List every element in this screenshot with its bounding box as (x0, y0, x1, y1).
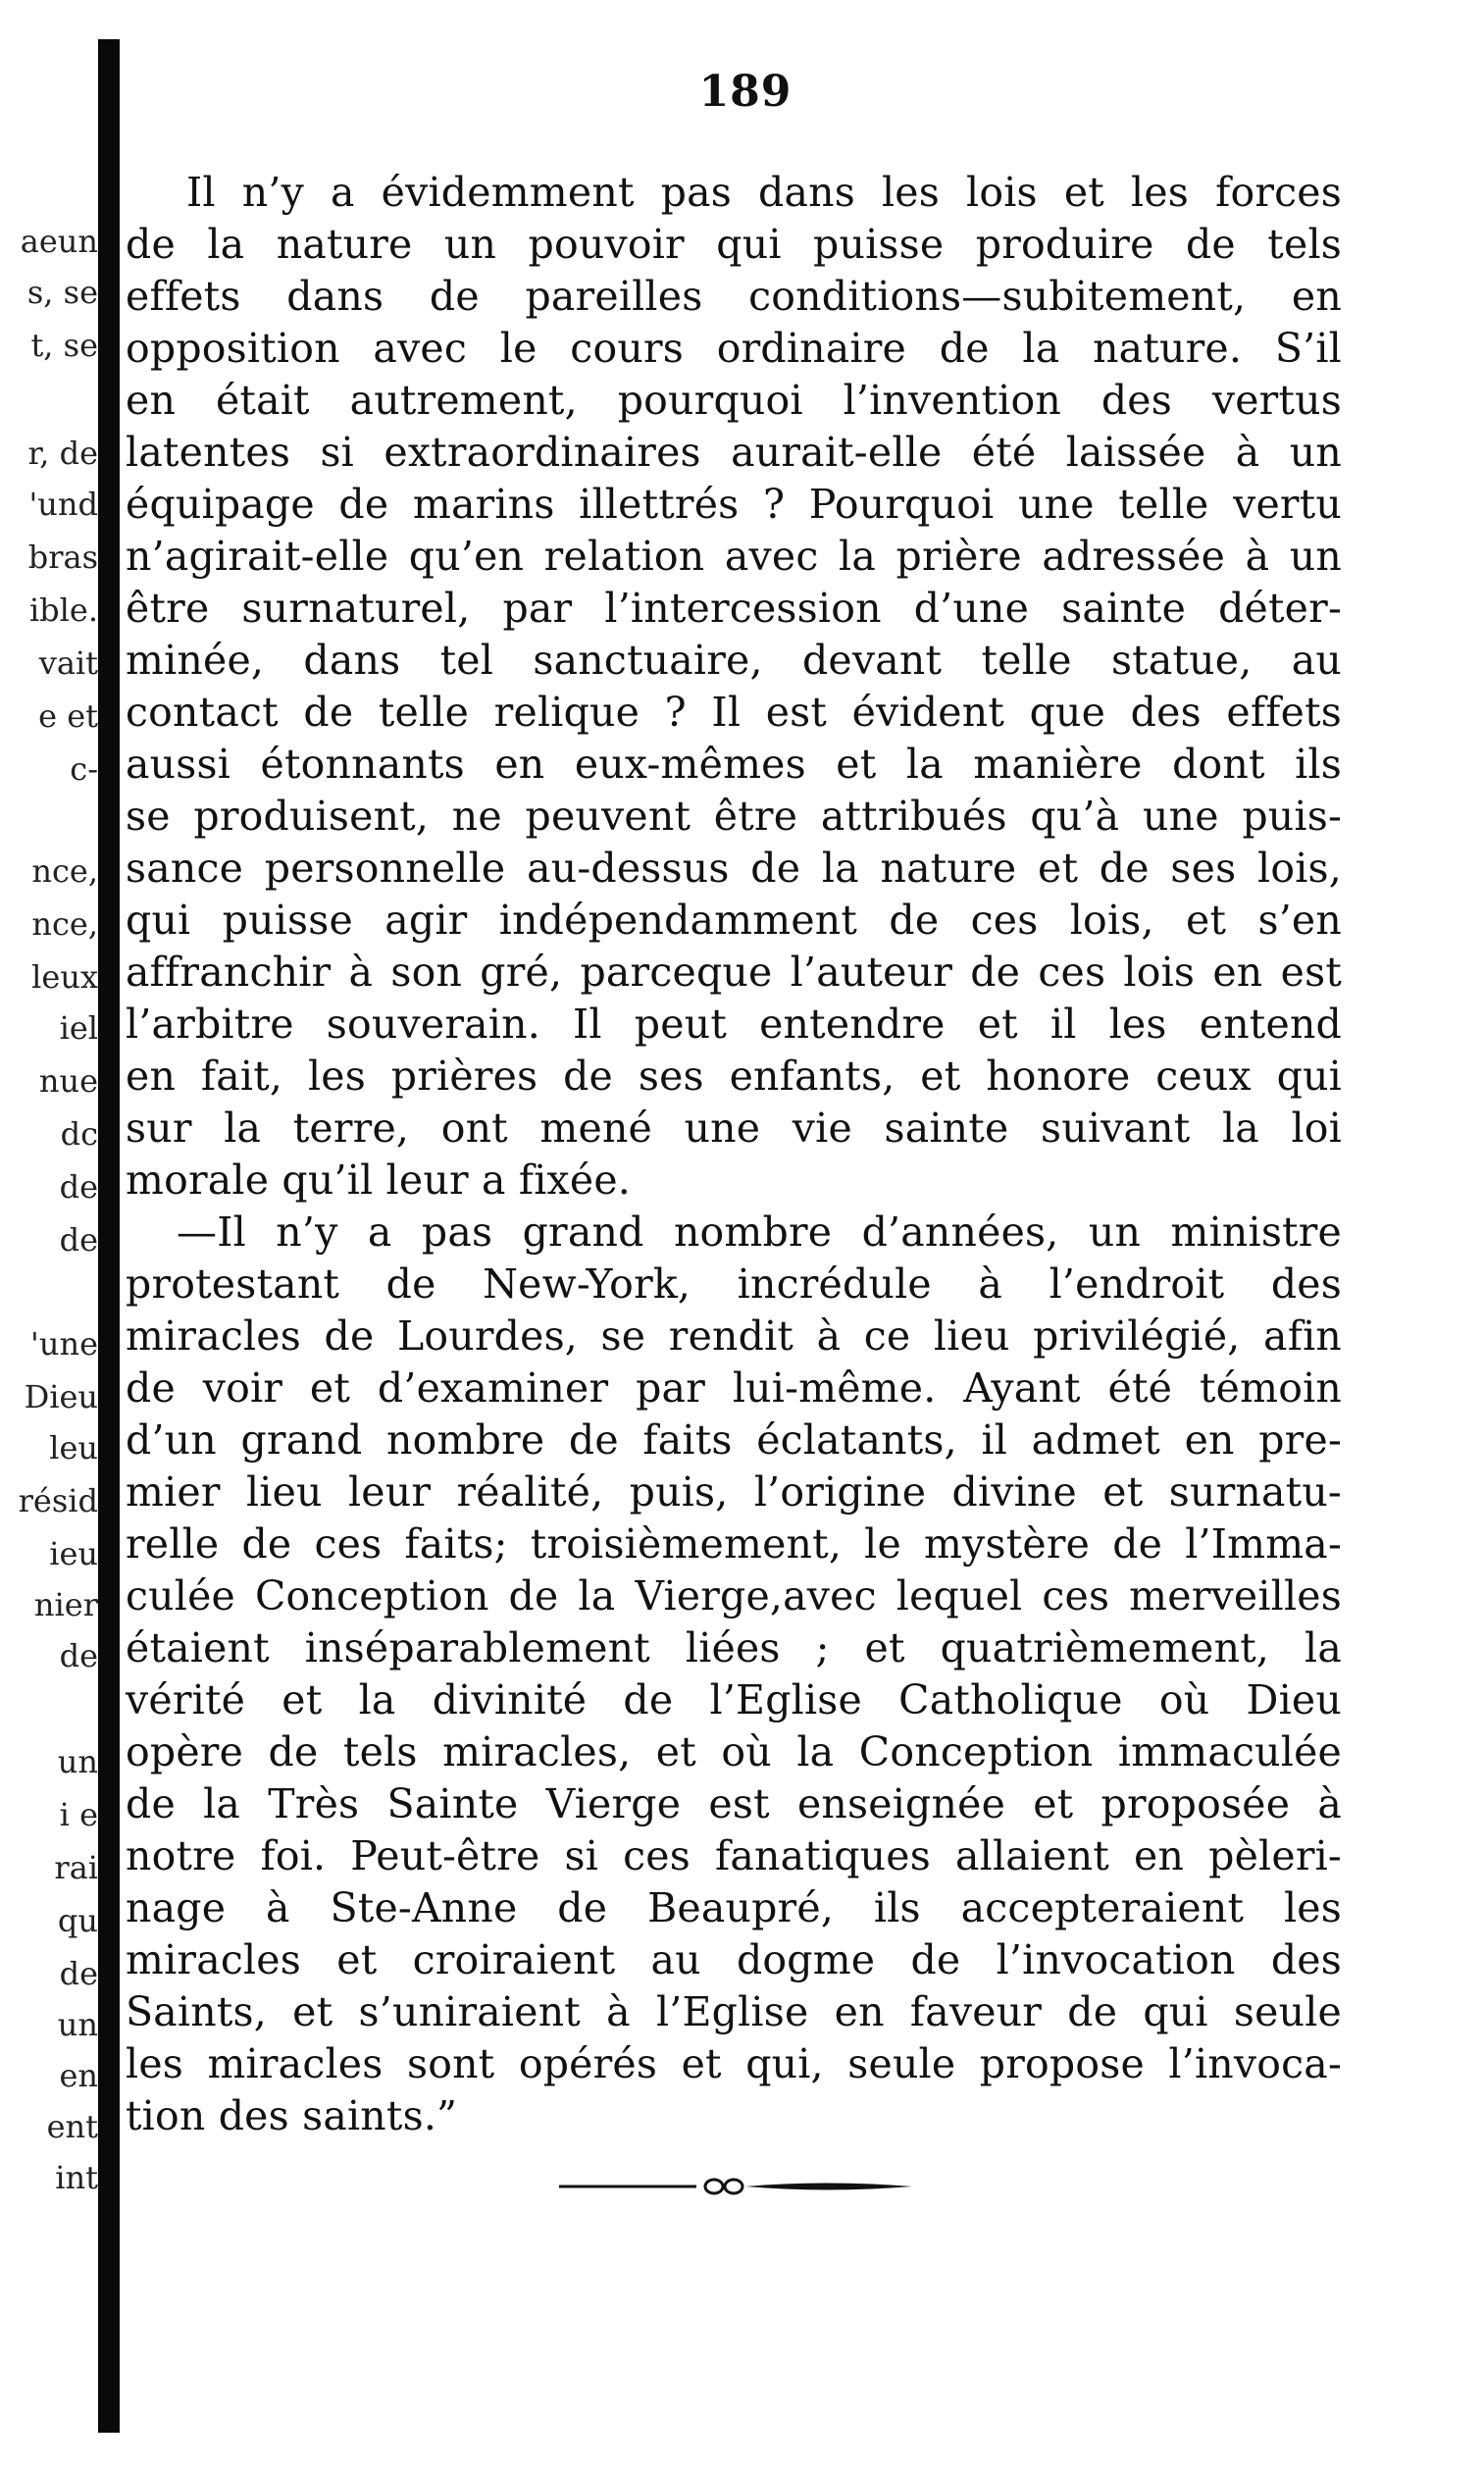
margin-fragment: bras (27, 539, 98, 576)
text-line: culée Conception de la Vierge,avec lequel ces merveilles (126, 1572, 1342, 1620)
text-line: minée, dans tel sanctuaire, devant telle statue, au (126, 637, 1342, 684)
margin-fragment: de (59, 1221, 98, 1259)
margin-fragment: rai (54, 1849, 98, 1886)
text-line: miracles et croiraient au dogme de l’invocation des (126, 1936, 1342, 1983)
margin-fragment: un (57, 2006, 98, 2043)
text-line: notre foi. Peut-être si ces fanatiques allaient en pèleri- (126, 1832, 1342, 1879)
text-line: de la nature un pouvoir qui puisse produire de tels (126, 221, 1342, 268)
text-line: miracles de Lourdes, se rendit à ce lieu privilégié, afin (126, 1312, 1342, 1360)
margin-fragment: t, se (30, 327, 98, 364)
margin-fragment: e et (38, 697, 98, 735)
text-line: équipage de marins illettrés ? Pourquoi une telle vertu (126, 481, 1342, 528)
text-line: d’un grand nombre de faits éclatants, il admet en pre- (126, 1416, 1342, 1464)
margin-fragment: Dieu (24, 1378, 98, 1415)
margin-fragment: leux (31, 958, 98, 996)
text-line: qui puisse agir indépendamment de ces lois, et s’en (126, 897, 1342, 944)
margin-fragment: leu (49, 1429, 98, 1466)
text-line: de la Très Sainte Vierge est enseignée et proposée à (126, 1780, 1342, 1827)
margin-fragment: int (55, 2159, 98, 2196)
text-line: latentes si extraordinaires aurait-elle été laissée à un (126, 429, 1342, 476)
text-line: affranchir à son gré, parceque l’auteur de ces lois en est (126, 949, 1342, 996)
text-line: sance personnelle au-dessus de la nature et de ses lois, (126, 845, 1342, 892)
text-line: nage à Ste-Anne de Beaupré, ils accepteraient les (126, 1884, 1342, 1931)
margin-fragment: en (59, 2057, 98, 2094)
text-line: n’agirait-elle qu’en relation avec la prière adressée à un (126, 533, 1342, 580)
margin-fragment: nue (38, 1062, 98, 1100)
margin-fragment: nier (33, 1586, 98, 1623)
margin-fragment: de (59, 1168, 98, 1206)
facing-page-margin (0, 0, 98, 2468)
margin-fragment: nce, (31, 852, 98, 890)
body-text (126, 167, 1342, 2142)
margin-fragment: c- (70, 750, 98, 788)
margin-fragment: vait (38, 644, 98, 682)
margin-fragment: qu (57, 1902, 98, 1939)
margin-fragment: i e (59, 1796, 98, 1833)
margin-fragment: s, se (26, 274, 98, 311)
text-line: en fait, les prières de ses enfants, et honore ceux qui (126, 1053, 1342, 1100)
text-line: protestant de New-York, incrédule à l’endroit des (126, 1260, 1342, 1308)
margin-fragment: 'und (28, 486, 98, 523)
text-line: les miracles sont opérés et qui, seule propose l’invoca- (126, 2040, 1342, 2087)
margin-fragment: résid (18, 1482, 98, 1519)
text-line: opposition avec le cours ordinaire de la nature. S’il (126, 325, 1342, 372)
text-line: vérité et la divinité de l’Eglise Catholique où Dieu (126, 1676, 1342, 1723)
text-line: sur la terre, ont mené une vie sainte suivant la loi (126, 1105, 1342, 1152)
margin-fragment: nce, (31, 905, 98, 943)
end-ornament (559, 2172, 912, 2201)
text-line: aussi étonnants en eux-mêmes et la manière dont ils (126, 741, 1342, 788)
margin-fragment: de (59, 1955, 98, 1992)
text-line: étaient inséparablement liées ; et quatrièmement, la (126, 1624, 1342, 1671)
margin-fragment: ieu (49, 1535, 98, 1572)
margin-fragment: r, de (27, 435, 98, 472)
text-line: en était autrement, pourquoi l’invention des vertus (126, 377, 1342, 424)
text-line: effets dans de pareilles conditions—subitement, en (126, 273, 1342, 320)
text-line: mier lieu leur réalité, puis, l’origine divine et surnatu- (126, 1468, 1342, 1516)
text-line: de voir et d’examiner par lui-même. Ayant été témoin (126, 1364, 1342, 1412)
text-line: l’arbitre souverain. Il peut entendre et il les entend (126, 1001, 1342, 1048)
text-line: tion des saints.” (126, 2092, 458, 2139)
margin-fragment: dc (60, 1115, 98, 1153)
text-line: Il n’y a évidemment pas dans les lois et les forces (186, 169, 1342, 216)
margin-fragment: iel (59, 1009, 98, 1047)
text-line: Saints, et s’uniraient à l’Eglise en faveur de qui seule (126, 1988, 1342, 2035)
margin-fragment: de (59, 1637, 98, 1674)
margin-fragment: aeun (20, 223, 98, 260)
binding-gutter (98, 39, 120, 2433)
text-line: se produisent, ne peuvent être attribués qu’à une puis- (126, 793, 1342, 840)
text-line: contact de telle relique ? Il est évident que des effets (126, 689, 1342, 736)
text-line: être surnaturel, par l’intercession d’une sainte déter- (126, 585, 1342, 632)
text-line: relle de ces faits; troisièmement, le mystère de l’Imma- (126, 1520, 1342, 1568)
margin-fragment: ent (46, 2108, 98, 2145)
margin-fragment: 'une (30, 1325, 98, 1363)
text-line: opère de tels miracles, et où la Conception immaculée (126, 1728, 1342, 1775)
page-number: 189 (698, 67, 793, 117)
text-line: morale qu’il leur a fixée. (126, 1157, 632, 1204)
margin-fragment: un (57, 1743, 98, 1780)
text-line: —Il n’y a pas grand nombre d’années, un ministre (177, 1208, 1342, 1256)
margin-fragment: ible. (28, 591, 98, 629)
